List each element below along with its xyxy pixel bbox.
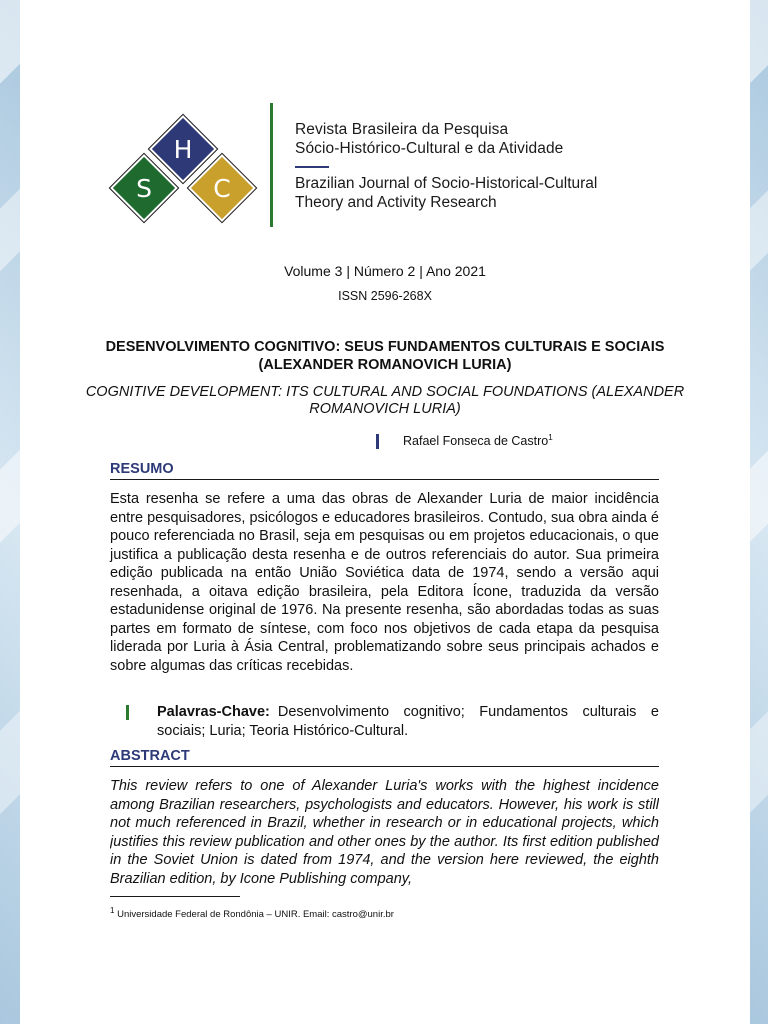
journal-name [295, 120, 695, 212]
journal-logo [108, 114, 258, 218]
journal-name-pt-2: Sócio-Histórico-Cultural e da Atividade [295, 140, 564, 157]
footnote-rule [110, 896, 240, 897]
keywords-text: Desenvolvimento cognitivo; Fundamentos culturais e sociais; Luria; Teoria Histórico-Cultural. [157, 704, 659, 739]
document-page [20, 0, 750, 1024]
keywords-bar [126, 705, 129, 720]
title-english: COGNITIVE DEVELOPMENT: ITS CULTURAL AND SOCIAL FOUNDATIONS (ALEXANDER ROMANOVICH LURIA) [85, 384, 685, 417]
logo-diamond-c: C [188, 154, 256, 222]
resumo-heading: RESUMO [110, 461, 659, 480]
background-left [0, 0, 20, 1024]
title-portuguese: DESENVOLVIMENTO COGNITIVO: SEUS FUNDAMENTOS CULTURAIS E SOCIAIS (ALEXANDER ROMANOVICH LURIA) [105, 339, 665, 373]
keywords-block [126, 703, 659, 740]
journal-name-separator [295, 166, 329, 168]
issue-issn: ISSN 2596-268X [338, 289, 432, 303]
author-footnote-mark[interactable]: 1 [548, 433, 553, 442]
journal-name-en-1: Brazilian Journal of Socio-Historical-Cultural [295, 175, 598, 192]
logo-diamond-s: S [110, 154, 178, 222]
background-right [750, 0, 768, 1024]
keywords-label: Palavras-Chave: [157, 704, 270, 720]
author-bar [376, 434, 379, 449]
author-line [376, 433, 553, 449]
abstract-heading: ABSTRACT [110, 748, 659, 767]
footnote-mark: 1 [110, 906, 115, 915]
logo-diamond-h: H [149, 115, 217, 183]
author-name: Rafael Fonseca de Castro [403, 434, 549, 449]
footnote-text: Universidade Federal de Rondônia – UNIR. Email: castro@unir.br [117, 909, 394, 921]
journal-name-en-2: Theory and Activity Research [295, 194, 497, 211]
resumo-text: Esta resenha se refere a uma das obras de Alexander Luria de maior incidência entre pesquisadores, psicólogos e educadores brasileiros. Contudo, sua obra ainda é pouco referenciada no Brasil, seja em pesquisas ou em projetos educacionais, o que justifica a publicação desta resenha e de outros referenciais do autor. Sua primeira edição publicada na então União Soviética data de 1974, sendo a versão aqui resenhada, a oitava edição brasileira, pela Editora Ícone, traduzida da versão estadunidense original de 1976. Na presente resenha, são abordadas todas as suas partes em formato de síntese, com foco nos objetivos de cada etapa da pesquisa liderada por Luria à Ásia Central, problematizando sobre seus principais achados e sobre algumas das críticas recebidas. [110, 491, 659, 674]
logo-divider [270, 103, 273, 227]
abstract-text: This review refers to one of Alexander Luria's works with the highest incidence among Brazilian researchers, psychologists and educators. However, his work is still not much referenced in Brazil, whether in research or in educational projects, which justifies this review publication and other ones by the author. Its first edition published in the Soviet Union is dated from 1974, and the version here reviewed, the eighth Brazilian edition, by Icone Publishing company, [110, 778, 659, 887]
journal-name-pt-1: Revista Brasileira da Pesquisa [295, 121, 509, 138]
issue-volume: Volume 3 | Número 2 | Ano 2021 [284, 263, 486, 279]
footnote [110, 906, 394, 920]
